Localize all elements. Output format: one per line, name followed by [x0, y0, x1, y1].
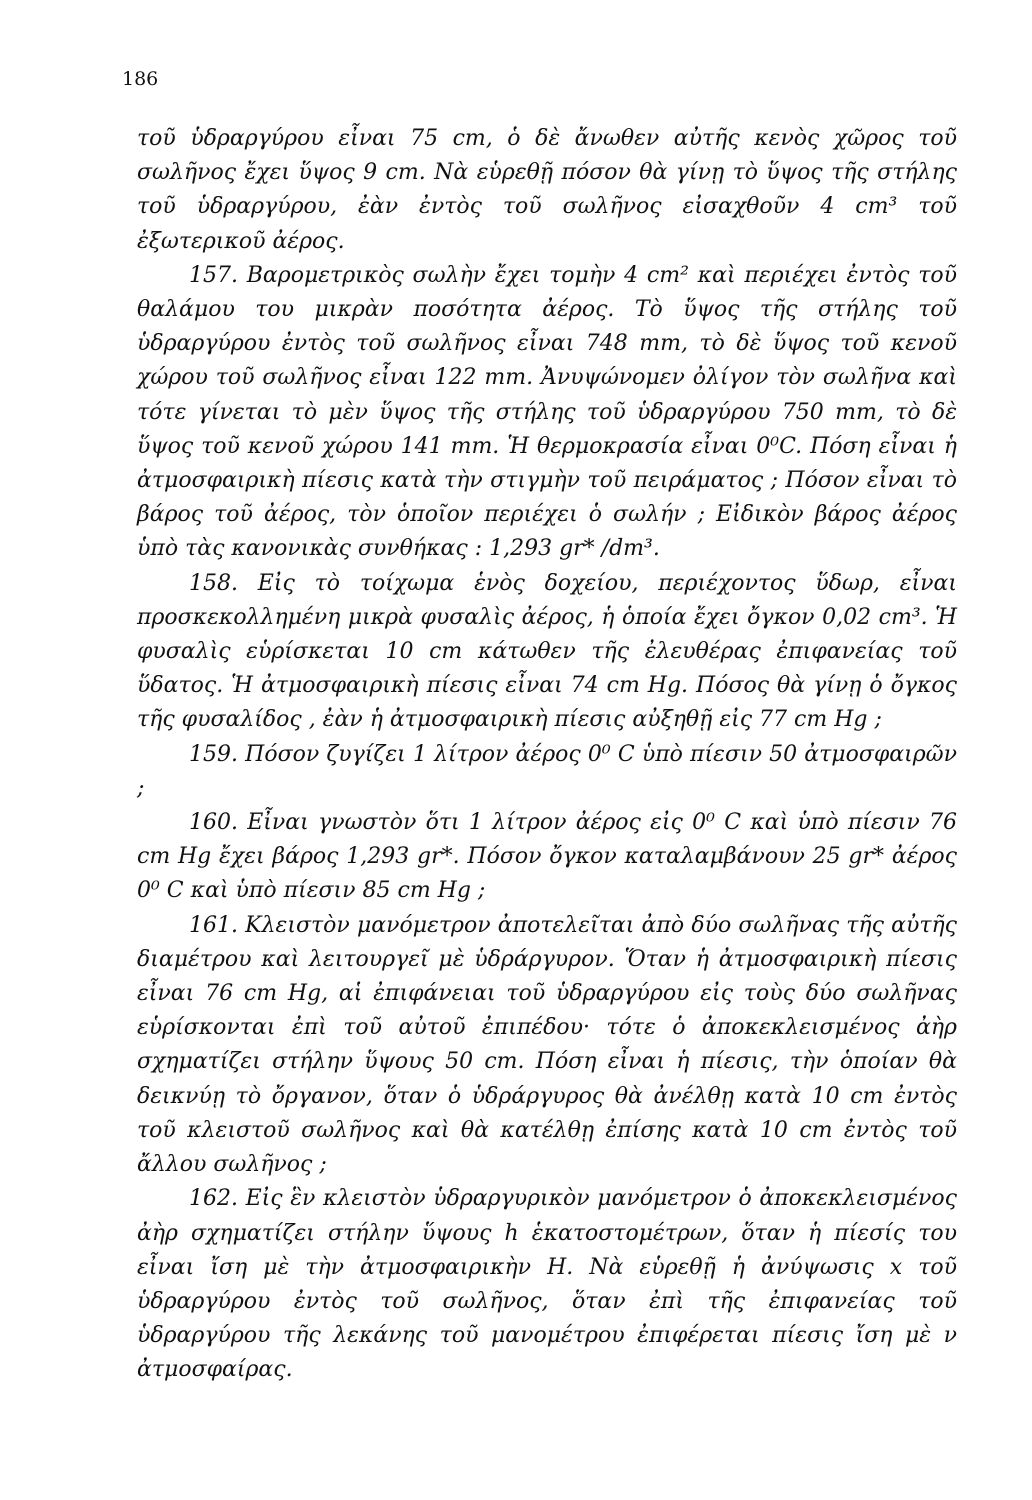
- problem-157: 157. Βαρομετρικὸς σωλὴν ἔχει τομὴν 4 cm² καὶ περιέχει ἐντὸς τοῦ θαλάμου του μικρὰν ποσότητα ἀέρος. Τὸ ὕψος τῆς στήλης τοῦ ὑδραργύρου ἐντὸς τοῦ σωλῆνος εἶναι 748 mm, τὸ δὲ ὕψος τοῦ κενοῦ χώρου τοῦ σωλῆνος εἶναι 122 mm. Ἀνυψώνομεν ὀλίγον τὸν σωλῆνα καὶ τότε γίνεται τὸ μὲν ὕψος τῆς στήλης τοῦ ὑδραργύρου 750 mm, τὸ δὲ ὕψος τοῦ κενοῦ χώρου 141 mm. Ἡ θερμοκρασία εἶναι 0⁰C. Πόση εἶναι ἡ ἀτμοσφαιρικὴ πίεσις κατὰ τὴν στιγμὴν τοῦ πειράματος ; Πόσον εἶναι τὸ βάρος τοῦ ἀέρος, τὸν ὁποῖον περιέχει ὁ σωλήν ; Εἰδικὸν βάρος ἀέρος ὑπὸ τὰς κανονικὰς συνθήκας : 1,293 gr* /dm³.: [137, 262, 957, 562]
- page-body: [137, 122, 957, 1388]
- problem-158: 158. Εἰς τὸ τοίχωμα ἑνὸς δοχείου, περιέχοντος ὕδωρ, εἶναι προσκεκολλημένη μικρὰ φυσαλὶς ἀέρος, ἡ ὁποία ἔχει ὄγκον 0,02 cm³. Ἡ φυσαλὶς εὑρίσκεται 10 cm κάτωθεν τῆς ἐλευθέρας ἐπιφανείας τοῦ ὕδατος. Ἡ ἀτμοσφαιρικὴ πίεσις εἶναι 74 cm Hg. Πόσος θὰ γίνῃ ὁ ὄγκος τῆς φυσαλίδος , ἐὰν ἡ ἀτμοσφαιρικὴ πίεσις αὐξηθῇ εἰς 77 cm Hg ;: [137, 570, 957, 733]
- problem-162: 162. Εἰς ἓν κλειστὸν ὑδραργυρικὸν μανόμετρον ὁ ἀποκεκλεισμένος ἀὴρ σχηματίζει στήλην ὕψους h ἑκατοστομέτρων, ὅταν ἡ πίεσίς του εἶναι ἴση μὲ τὴν ἀτμοσφαιρικὴν H. Νὰ εὑρεθῇ ἡ ἀνύψωσις x τοῦ ὑδραργύρου ἐντὸς τοῦ σωλῆνος, ὅταν ἐπὶ τῆς ἐπιφανείας τοῦ ὑδραργύρου τῆς λεκάνης τοῦ μανομέτρου ἐπιφέρεται πίεσις ἴση μὲ ν ἀτμοσφαίρας.: [137, 1186, 957, 1383]
- paragraph-continuation: τοῦ ὑδραργύρου εἶναι 75 cm, ὁ δὲ ἄνωθεν αὐτῆς κενὸς χῶρος τοῦ σωλῆνος ἔχει ὕψος 9 cm. Νὰ εὑρεθῇ πόσον θὰ γίνῃ τὸ ὕψος τῆς στήλης τοῦ ὑδραργύρου, ἐὰν ἐντὸς τοῦ σωλῆνος εἰσαχθοῦν 4 cm³ τοῦ ἐξωτερικοῦ ἀέρος.: [137, 126, 957, 254]
- problem-160: 160. Εἶναι γνωστὸν ὅτι 1 λίτρον ἀέρος εἰς 0⁰ C καὶ ὑπὸ πίεσιν 76 cm Hg ἔχει βάρος 1,293 gr*. Πόσον ὄγκον καταλαμβάνουν 25 gr* ἀέρος 0⁰ C καὶ ὑπὸ πίεσιν 85 cm Hg ;: [137, 810, 957, 904]
- problem-159: 159. Πόσον ζυγίζει 1 λίτρον ἀέρος 0⁰ C ὑπὸ πίεσιν 50 ἀτμοσφαιρῶν ;: [137, 741, 957, 801]
- page-number: 186: [122, 68, 159, 90]
- problem-161: 161. Κλειστὸν μανόμετρον ἀποτελεῖται ἀπὸ δύο σωλῆνας τῆς αὐτῆς διαμέτρου καὶ λειτουργεῖ μὲ ὑδράργυρον. Ὅταν ἡ ἀτμοσφαιρικὴ πίεσις εἶναι 76 cm Hg, αἱ ἐπιφάνειαι τοῦ ὑδραργύρου εἰς τοὺς δύο σωλῆνας εὑρίσκονται ἐπὶ τοῦ αὐτοῦ ἐπιπέδου· τότε ὁ ἀποκεκλεισμένος ἀὴρ σχηματίζει στήλην ὕψους 50 cm. Πόση εἶναι ἡ πίεσις, τὴν ὁποίαν θὰ δεικνύῃ τὸ ὄργανον, ὅταν ὁ ὑδράργυρος θὰ ἀνέλθῃ κατὰ 10 cm ἐντὸς τοῦ κλειστοῦ σωλῆνος καὶ θὰ κατέλθῃ ἐπίσης κατὰ 10 cm ἐντὸς τοῦ ἄλλου σωλῆνος ;: [137, 912, 957, 1178]
